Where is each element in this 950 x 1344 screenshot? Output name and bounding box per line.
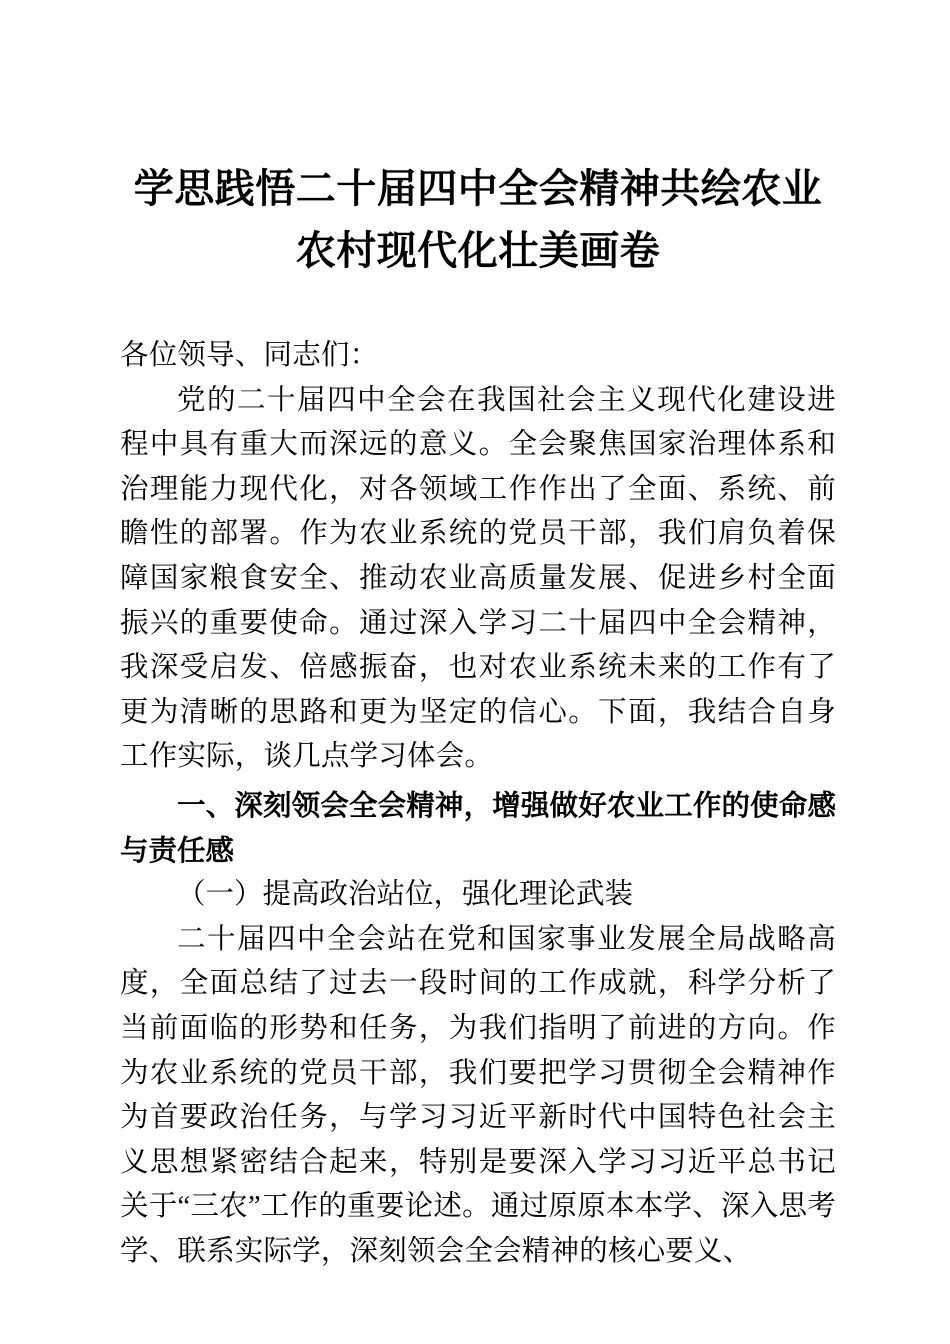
document-content [120,0,836,1274]
opening-paragraph: 党的二十届四中全会在我国社会主义现代化建设进程中具有重大而深远的意义。全会聚焦国家治理体系和治理能力现代化，对各领域工作作出了全面、系统、前瞻性的部署。作为农业系统的党员干部，我们肩负着保障国家粮食安全、推动农业高质量发展、促进乡村全面振兴的重要使命。通过深入学习二十届四中全会精神，我深受启发、倍感振奋，也对农业系统未来的工作有了更为清晰的思路和更为坚定的信心。下面，我结合自身工作实际，谈几点学习体会。 [120,384,836,773]
page-title: 学思践悟二十届四中全会精神共绘农业农村现代化壮美画卷 [133,166,823,273]
subsection-1-1-heading: （一）提高政治站位，强化理论武装 [177,879,634,911]
salutation-line: 各位领导、同志们： [120,340,379,371]
section-1-heading: 一、深刻领会全会精神，增强做好农业工作的使命感与责任感 [120,789,836,867]
subsection-1-1-paragraph: 二十届四中全会站在党和国家事业发展全局战略高度，全面总结了过去一段时间的工作成就，科学分析了当前面临的形势和任务，为我们指明了前进的方向。作为农业系统的党员干部，我们要把学习贯彻全会精神作为首要政治任务，与学习习近平新时代中国特色社会主义思想紧密结合起来，特别是要深入学习习近平总书记关于“三农”工作的重要论述。通过原原本本学、深入思考学、联系实际学，深刻领会全会精神的核心要义、 [120,923,836,1267]
